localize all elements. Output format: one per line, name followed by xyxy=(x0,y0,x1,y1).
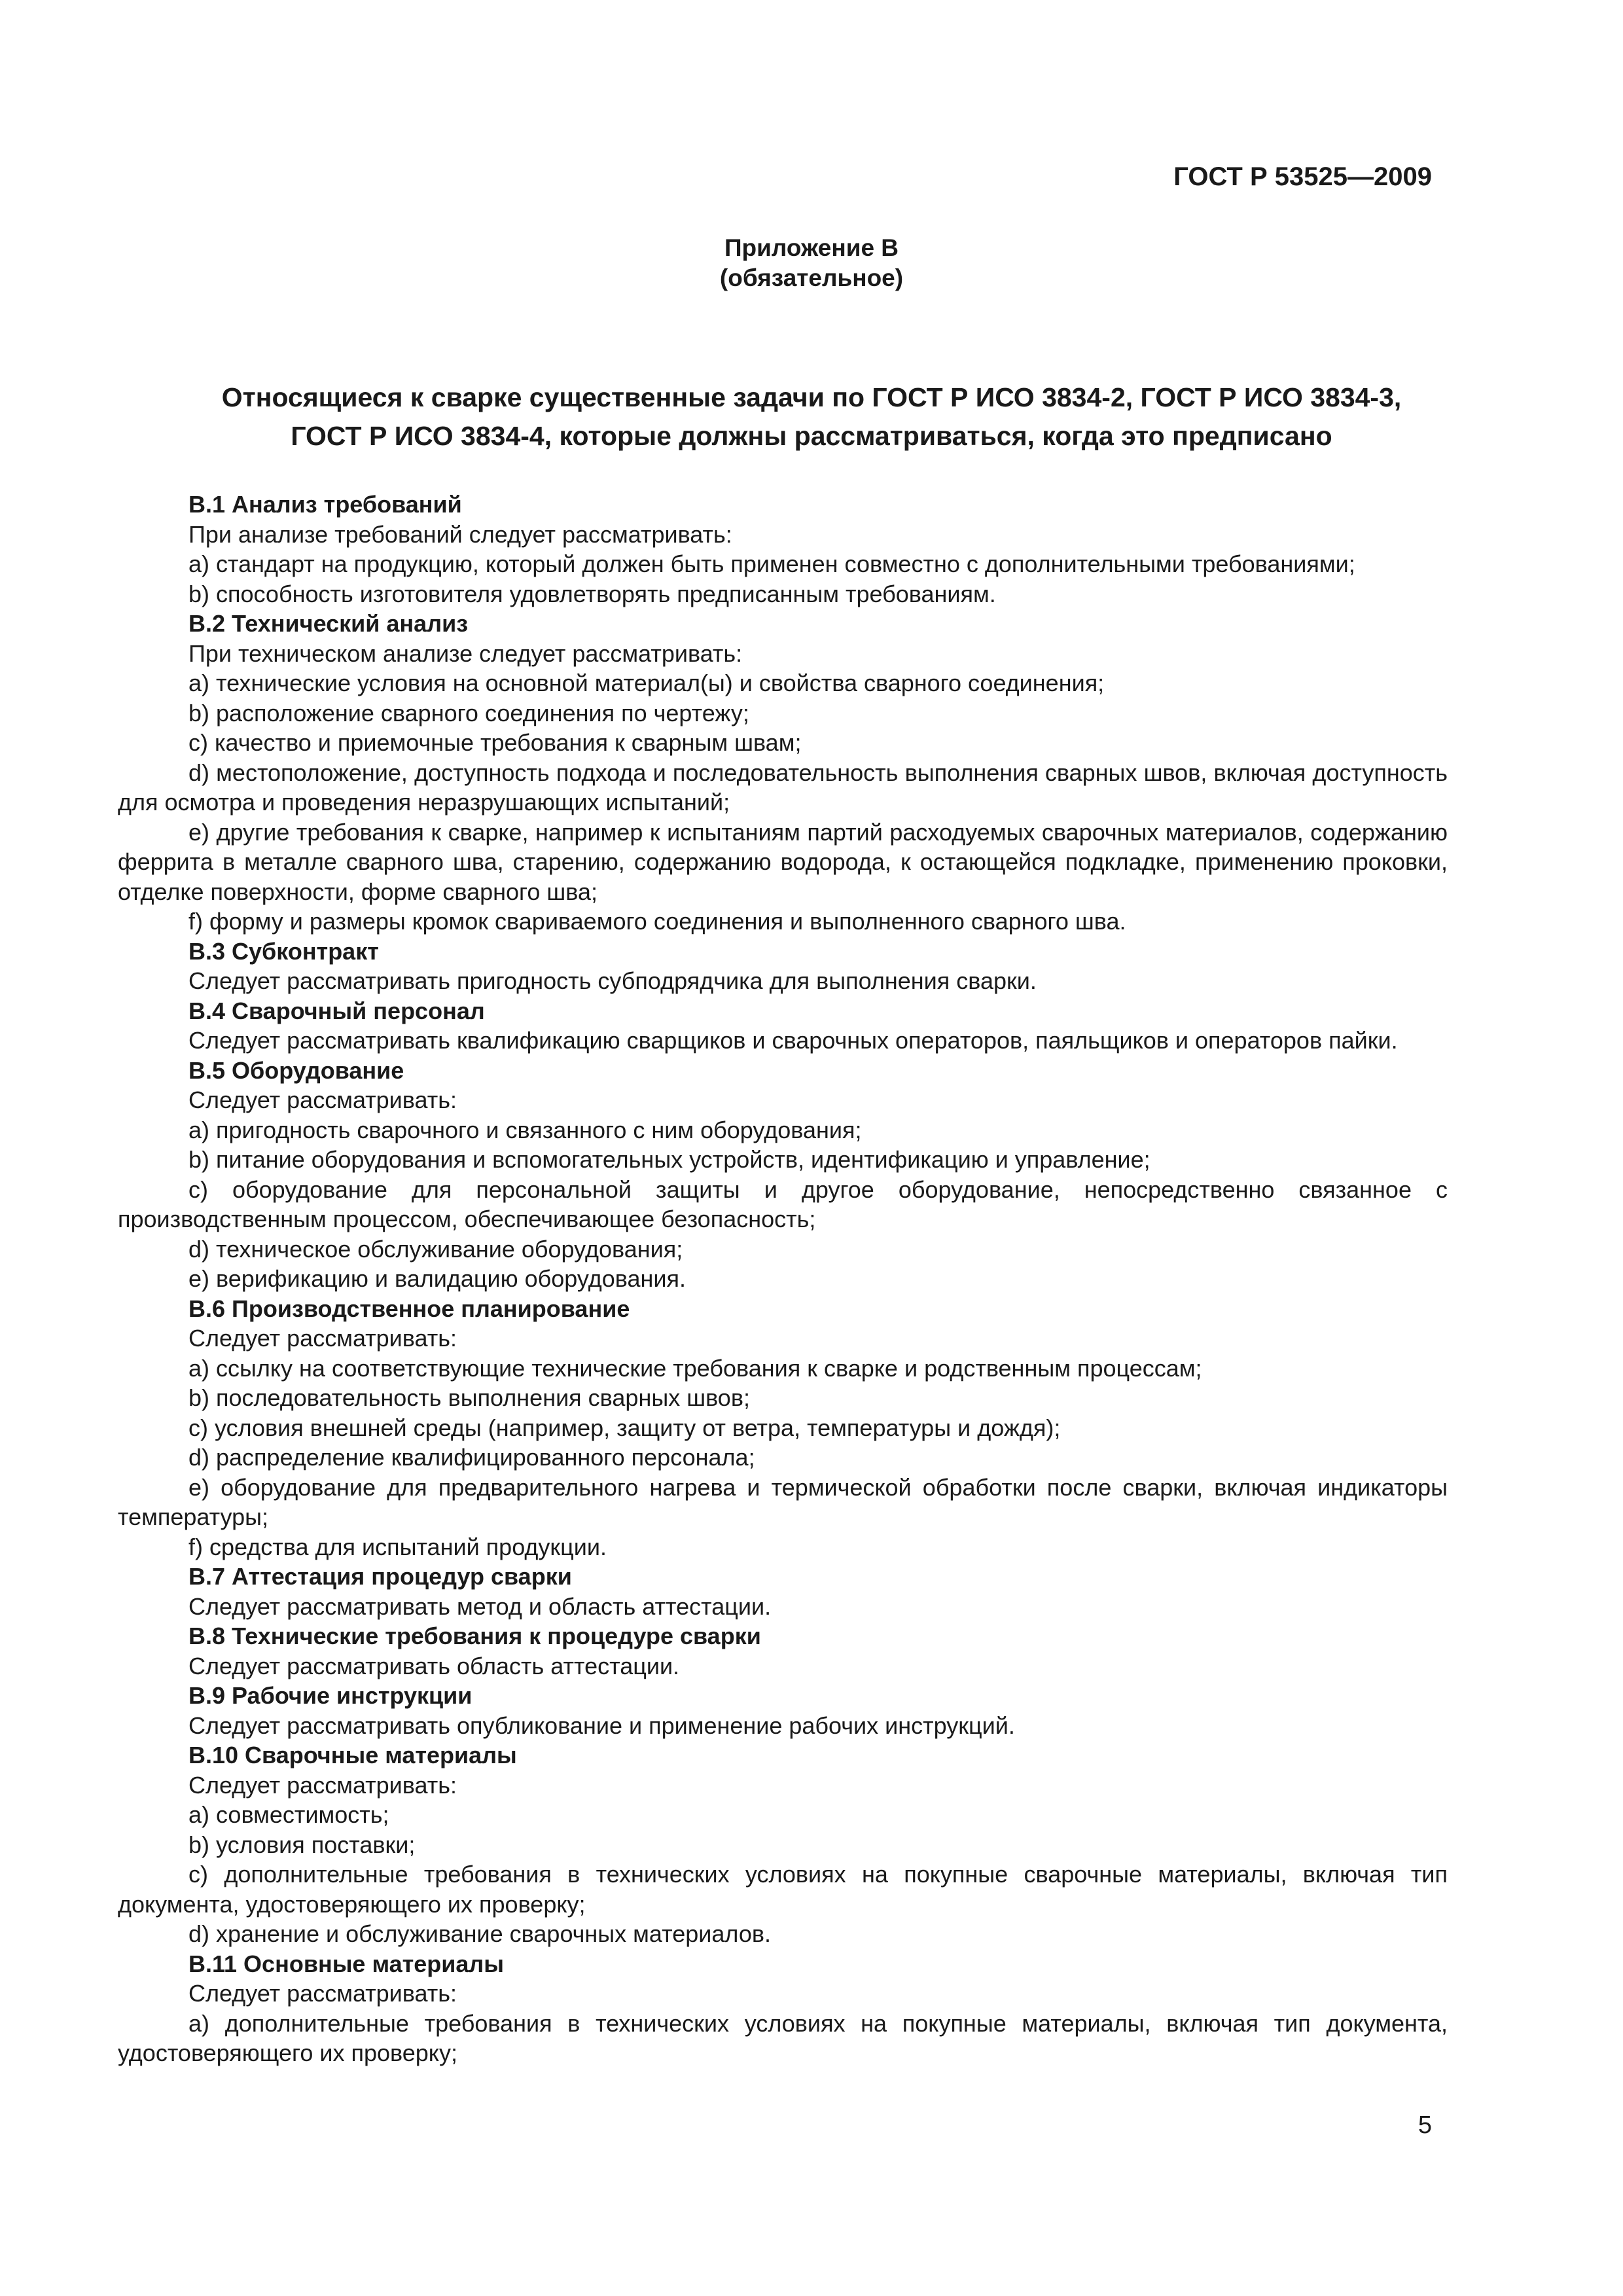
section-heading: В.3 Субконтракт xyxy=(188,937,379,965)
list-item: e) оборудование для предварительного нагрева и термической обработки после сварки, включая индикаторы температуры; xyxy=(118,1473,1448,1530)
paragraph: Следует рассматривать область аттестации. xyxy=(188,1652,680,1679)
list-item: а) совместимость; xyxy=(188,1801,389,1828)
list-item: e) другие требования к сварке, например к испытаниям партий расходуемых сварочных материалов, содержанию феррита в металле сварного шва, старению, содержанию водорода, к остающейся подкладке, применению проковки, отделке поверхности, форме сварного шва; xyxy=(118,818,1448,905)
paragraph: Следует рассматривать: xyxy=(188,1325,457,1352)
list-item: c) оборудование для персональной защиты и другое оборудование, непосредственно связанное с производственным процессом, обеспечивающее безопасность; xyxy=(118,1175,1448,1232)
paragraph: Следует рассматривать: xyxy=(188,1771,457,1799)
appendix-heading xyxy=(118,378,1505,456)
paragraph: Следует рассматривать: xyxy=(188,1980,457,2007)
section-heading: В.7 Аттестация процедур сварки xyxy=(188,1563,572,1590)
list-item: b) условия поставки; xyxy=(188,1831,416,1858)
list-item: d) техническое обслуживание оборудования; xyxy=(188,1235,683,1263)
list-item: d) местоположение, доступность подхода и последовательность выполнения сварных швов, включая доступность для осмотра и проведения неразрушающих испытаний; xyxy=(118,759,1448,816)
appendix-status: (обязательное) xyxy=(719,264,904,291)
list-item: b) питание оборудования и вспомогательных устройств, идентификацию и управление; xyxy=(188,1146,1150,1173)
paragraph: Следует рассматривать пригодность субподрядчика для выполнения сварки. xyxy=(188,967,1037,994)
paragraph: При техническом анализе следует рассматривать: xyxy=(188,639,743,667)
list-item: b) расположение сварного соединения по чертежу; xyxy=(188,699,749,726)
list-item: f) форму и размеры кромок свариваемого соединения и выполненного сварного шва. xyxy=(188,908,1126,935)
list-item: а) пригодность сварочного и связанного с ним оборудования; xyxy=(188,1116,862,1143)
document-code: ГОСТ Р 53525—2009 xyxy=(1173,162,1432,191)
section-heading: В.6 Производственное планирование xyxy=(188,1295,630,1322)
paragraph: Следует рассматривать: xyxy=(188,1086,457,1113)
paragraph: При анализе требований следует рассматривать: xyxy=(188,520,732,548)
paragraph: Следует рассматривать квалификацию сварщиков и сварочных операторов, паяльщиков и операторов пайки. xyxy=(188,1027,1398,1054)
list-item: c) условия внешней среды (например, защиту от ветра, температуры и дождя); xyxy=(188,1414,1061,1441)
list-item: b) последовательность выполнения сварных швов; xyxy=(188,1384,750,1411)
section-heading: В.8 Технические требования к процедуре сварки xyxy=(188,1623,761,1649)
paragraph: Следует рассматривать опубликование и применение рабочих инструкций. xyxy=(188,1712,1015,1739)
section-heading: В.10 Сварочные материалы xyxy=(188,1742,517,1768)
appendix-heading-line-1: Относящиеся к сварке существенные задачи по ГОСТ Р ИСО 3834-2, ГОСТ Р ИСО 3834-3, xyxy=(221,382,1402,412)
document-body xyxy=(118,490,1448,2068)
section-heading: В.9 Рабочие инструкции xyxy=(188,1682,473,1709)
section-heading: В.11 Основные материалы xyxy=(188,1950,505,1977)
section-heading: В.4 Сварочный персонал xyxy=(188,997,485,1024)
section-heading: В.1 Анализ требований xyxy=(188,491,462,518)
appendix-label xyxy=(0,233,1623,293)
paragraph: Следует рассматривать метод и область аттестации. xyxy=(188,1592,772,1620)
list-item: а) стандарт на продукцию, который должен быть применен совместно с дополнительными требованиями; xyxy=(188,550,1355,577)
list-item: c) дополнительные требования в технических условиях на покупные сварочные материалы, включая тип документа, удостоверяющего их проверку; xyxy=(118,1861,1448,1918)
page-number: 5 xyxy=(1418,2111,1432,2139)
list-item: d) хранение и обслуживание сварочных материалов. xyxy=(188,1920,771,1947)
list-item: c) качество и приемочные требования к сварным швам; xyxy=(188,729,802,756)
list-item: e) верификацию и валидацию оборудования. xyxy=(188,1265,686,1292)
list-item: f) средства для испытаний продукции. xyxy=(188,1533,607,1560)
list-item: d) распределение квалифицированного персонала; xyxy=(188,1444,755,1471)
list-item: b) способность изготовителя удовлетворять предписанным требованиям. xyxy=(188,580,996,607)
list-item: а) дополнительные требования в технических условиях на покупные материалы, включая тип документа, удостоверяющего их проверку; xyxy=(118,2009,1448,2066)
section-heading: В.2 Технический анализ xyxy=(188,610,469,637)
appendix-title: Приложение В xyxy=(724,234,899,261)
appendix-heading-line-2: ГОСТ Р ИСО 3834-4, которые должны рассматриваться, когда это предписано xyxy=(291,421,1332,451)
section-heading: В.5 Оборудование xyxy=(188,1056,404,1084)
list-item: а) ссылку на соответствующие технические требования к сварке и родственным процессам; xyxy=(188,1354,1202,1382)
list-item: а) технические условия на основной материал(ы) и свойства сварного соединения; xyxy=(188,670,1105,696)
